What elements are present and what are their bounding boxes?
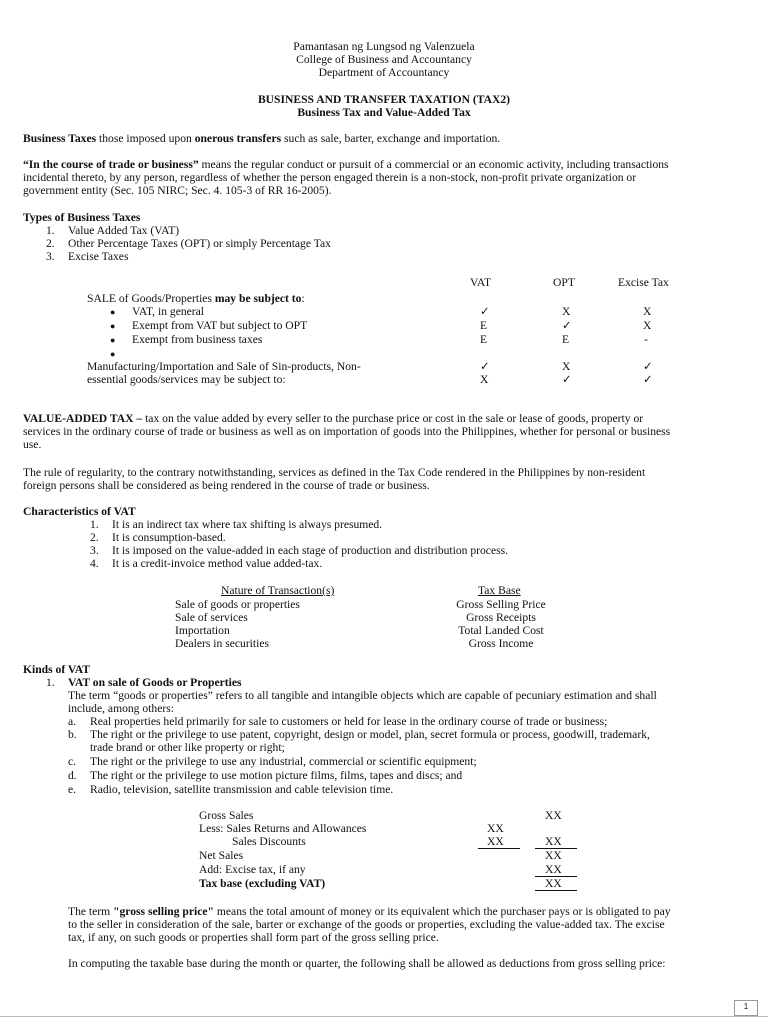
characteristics-item-text: It is a credit-invoice method value added-tax. <box>112 557 323 570</box>
tax-base-value: Gross Receipts <box>466 611 536 624</box>
tax-base-value: Total Landed Cost <box>458 624 544 637</box>
goods-sub-text: trade brand or other like property or right; <box>90 741 285 754</box>
goods-sub-letter: a. <box>68 715 77 728</box>
subject-row-excise: X <box>643 319 652 332</box>
gross-sales-label: Gross Sales <box>199 809 254 822</box>
sales-discounts-label: Sales Discounts <box>232 835 306 848</box>
goods-sub-text: Radio, television, satellite transmission and cable television time. <box>90 783 394 796</box>
goods-sub-text: The right or the privilege to use motion picture films, films, tapes and discs; and <box>90 769 463 782</box>
page-footer-rule <box>0 1016 768 1017</box>
sin-row-1 <box>0 360 768 374</box>
subject-row-opt: E <box>562 333 570 346</box>
kinds-item-title: VAT on sale of Goods or Properties <box>68 676 242 689</box>
subject-row-excise: - <box>644 333 648 346</box>
course-of-trade-line3: government entity (Sec. 105 NIRC; Sec. 4. 105-3 of RR 16-2005). <box>23 184 332 198</box>
less-returns-value: XX <box>487 822 504 835</box>
sales-discounts-value: XX <box>487 835 504 848</box>
characteristics-item-2 <box>90 531 226 544</box>
subject-row-opt: ✓ <box>562 319 572 332</box>
types-item-num: 3. <box>46 250 55 263</box>
characteristics-heading: Characteristics of VAT <box>23 505 136 518</box>
sin-opt-1: X <box>562 360 571 373</box>
business-taxes-text2: such as sale, barter, exchange and importation. <box>281 132 501 145</box>
subject-row <box>0 333 768 347</box>
regularity-line1: The rule of regularity, to the contrary notwithstanding, services as defined in the Tax Code rendered in the Philippines by non-resident <box>23 466 646 479</box>
net-sales-value: XX <box>545 849 562 862</box>
types-item-2 <box>46 237 331 250</box>
characteristics-item-num: 3. <box>90 544 99 557</box>
tax-base-col-base: Tax Base <box>478 584 521 597</box>
sin-row-2 <box>0 373 768 387</box>
types-heading: Types of Business Taxes <box>23 211 141 224</box>
subject-intro-bold: may be subject to <box>214 292 302 305</box>
department-name: Department of Accountancy <box>318 66 450 79</box>
gsp-pre: The term <box>68 905 114 918</box>
subject-intro-pre: SALE of Goods/Properties <box>87 292 215 305</box>
characteristics-item-text: It is imposed on the value-added in each stage of production and distribution process. <box>112 544 509 557</box>
goods-definition-line2: include, among others: <box>68 702 174 715</box>
vat-definition-line1: tax on the value added by every seller to the purchase price or cost in the sale or lease of goods, property or <box>142 412 644 425</box>
tax-base-nature: Importation <box>175 624 230 637</box>
subject-intro-post: : <box>301 292 305 305</box>
regularity-line2: foreign persons shall be considered as being rendered in the course of trade or business. <box>23 479 430 493</box>
document-subtitle: Business Tax and Value-Added Tax <box>297 106 471 119</box>
kinds-heading: Kinds of VAT <box>23 663 91 676</box>
subject-row-vat: E <box>480 319 488 332</box>
goods-sub-item <box>68 755 477 768</box>
subject-intro <box>87 292 305 305</box>
types-item-num: 1. <box>46 224 55 237</box>
types-item-3 <box>46 250 129 263</box>
subject-row <box>0 305 768 319</box>
tax-base-label: Tax base (excluding VAT) <box>199 877 326 890</box>
goods-sub-letter: e. <box>68 783 77 796</box>
col-header-opt: OPT <box>553 276 575 289</box>
col-header-vat: VAT <box>470 276 492 289</box>
bullet-icon: ● <box>110 307 116 317</box>
subject-row-label: Exempt from business taxes <box>132 333 263 346</box>
bullet-icon: ● <box>110 321 116 331</box>
subject-row-label: Exempt from VAT but subject to OPT <box>132 319 308 332</box>
goods-sub-letter: d. <box>68 769 77 782</box>
goods-sub-text: The right or the privilege to use patent, copyright, design or model, plan, secret formula or process, goodwill, trademark, <box>90 728 650 741</box>
goods-sub-item <box>68 715 608 728</box>
characteristics-item-text: It is an indirect tax where tax shifting is always presumed. <box>112 518 383 531</box>
gross-sales-value: XX <box>545 809 562 822</box>
bullet-icon: ● <box>110 349 116 359</box>
course-of-trade-term: “In the course of trade or business” <box>23 158 199 171</box>
sin-excise-1: ✓ <box>643 360 653 373</box>
tax-base-nature: Sale of goods or properties <box>175 598 300 611</box>
document-title: BUSINESS AND TRANSFER TAXATION (TAX2) <box>257 93 511 106</box>
kinds-item-num: 1. <box>46 676 55 689</box>
course-of-trade-line2: incidental thereto, by any person, regardless of whether the person engaged therein is a non-stock, non-profit private organization or <box>23 171 637 185</box>
course-of-trade-line1: means the regular conduct or pursuit of a commercial or an economic activity, including transactions <box>198 158 669 171</box>
tax-base-result: XX <box>545 877 562 890</box>
university-name: Pamantasan ng Lungsod ng Valenzuela <box>293 40 475 53</box>
add-excise-value: XX <box>545 863 562 876</box>
goods-sub-item <box>68 769 463 782</box>
course-of-trade-paragraph <box>23 158 745 198</box>
business-taxes-text1: those imposed upon <box>96 132 195 145</box>
vat-definition-line2: services in the ordinary course of trade or business as well as on importation of goods into the Philippines, whether for personal or business <box>23 425 671 439</box>
subject-row-vat: ✓ <box>480 305 490 318</box>
sin-vat-2: X <box>480 373 489 386</box>
vat-definition-line3: use. <box>23 438 42 452</box>
subject-row-excise: X <box>643 305 652 318</box>
characteristics-item-num: 1. <box>90 518 99 531</box>
characteristics-item-4 <box>90 557 323 570</box>
goods-sub-text: Real properties held primarily for sale to customers or held for lease in the ordinary course of trade or business; <box>90 715 608 728</box>
add-excise-label: Add: Excise tax, if any <box>199 863 306 876</box>
sin-excise-2: ✓ <box>643 373 653 386</box>
tax-base-nature: Sale of services <box>175 611 248 624</box>
college-name: College of Business and Accountancy <box>296 53 472 66</box>
types-item-text: Excise Taxes <box>68 250 129 263</box>
onerous-transfers-term: onerous transfers <box>194 132 282 145</box>
tax-base-value: Gross Income <box>468 637 534 650</box>
regularity-paragraph <box>23 466 745 492</box>
characteristics-item-num: 2. <box>90 531 99 544</box>
gross-selling-price-paragraph <box>68 905 748 945</box>
tax-base-col-nature: Nature of Transaction(s) <box>221 584 335 597</box>
gsp-line3: tax, if any, on such goods or properties shall form part of the gross selling price. <box>68 931 439 945</box>
gsp-line1: means the total amount of money or its equivalent which the purchaser pays or is obligated to pay <box>213 905 671 918</box>
page-number: 1 <box>734 1000 758 1016</box>
types-item-text: Value Added Tax (VAT) <box>68 224 180 237</box>
sin-label-line1: Manufacturing/Importation and Sale of Sin-products, Non- <box>87 360 361 373</box>
characteristics-item-1 <box>90 518 383 531</box>
bullet-icon: ● <box>110 335 116 345</box>
sin-vat-1: ✓ <box>480 360 490 373</box>
types-item-text: Other Percentage Taxes (OPT) or simply Percentage Tax <box>68 237 331 250</box>
deductions-line: In computing the taxable base during the month or quarter, the following shall be allowed as deductions from gross selling price: <box>68 957 666 970</box>
goods-sub-item <box>68 728 650 741</box>
subject-row-label: VAT, in general <box>132 305 205 318</box>
sin-opt-2: ✓ <box>562 373 572 386</box>
characteristics-item-text: It is consumption-based. <box>112 531 226 544</box>
goods-sub-letter: c. <box>68 755 77 768</box>
sin-label-line2: essential goods/services may be subject to: <box>87 373 286 386</box>
vat-definition-paragraph <box>23 412 745 452</box>
types-item-num: 2. <box>46 237 55 250</box>
goods-definition-line1: The term “goods or properties” refers to all tangible and intangible objects which are capable of pecuniary estimation and shall <box>68 689 657 702</box>
business-taxes-paragraph <box>23 132 500 145</box>
col-header-excise: Excise Tax <box>618 276 669 289</box>
types-item-1 <box>46 224 180 237</box>
subject-row-vat: E <box>480 333 488 346</box>
vat-definition-term: VALUE-ADDED TAX – <box>23 412 143 425</box>
subject-row <box>0 319 768 333</box>
net-sales-label: Net Sales <box>199 849 244 862</box>
business-taxes-term: Business Taxes <box>23 132 97 145</box>
kinds-item-1 <box>46 676 242 689</box>
gsp-term: "gross selling price" <box>113 905 214 918</box>
characteristics-item-3 <box>90 544 509 557</box>
gsp-line2: to the seller in consideration of the sale, barter or exchange of the goods or properties, excluding the value-added tax. The excise <box>68 918 665 932</box>
goods-sub-letter: b. <box>68 728 77 741</box>
tax-base-value: Gross Selling Price <box>456 598 546 611</box>
characteristics-item-num: 4. <box>90 557 99 570</box>
goods-sub-text: The right or the privilege to use any industrial, commercial or scientific equipment; <box>90 755 477 768</box>
subtotal-rule <box>478 848 520 849</box>
tax-base-nature: Dealers in securities <box>175 637 270 650</box>
subject-row-opt: X <box>562 305 571 318</box>
tax-base-underline-1 <box>535 890 577 891</box>
empty-bullet-row <box>0 347 768 361</box>
goods-sub-item <box>68 783 394 796</box>
less-returns-label: Less: Sales Returns and Allowances <box>199 822 367 835</box>
sales-discounts-total: XX <box>545 835 562 848</box>
